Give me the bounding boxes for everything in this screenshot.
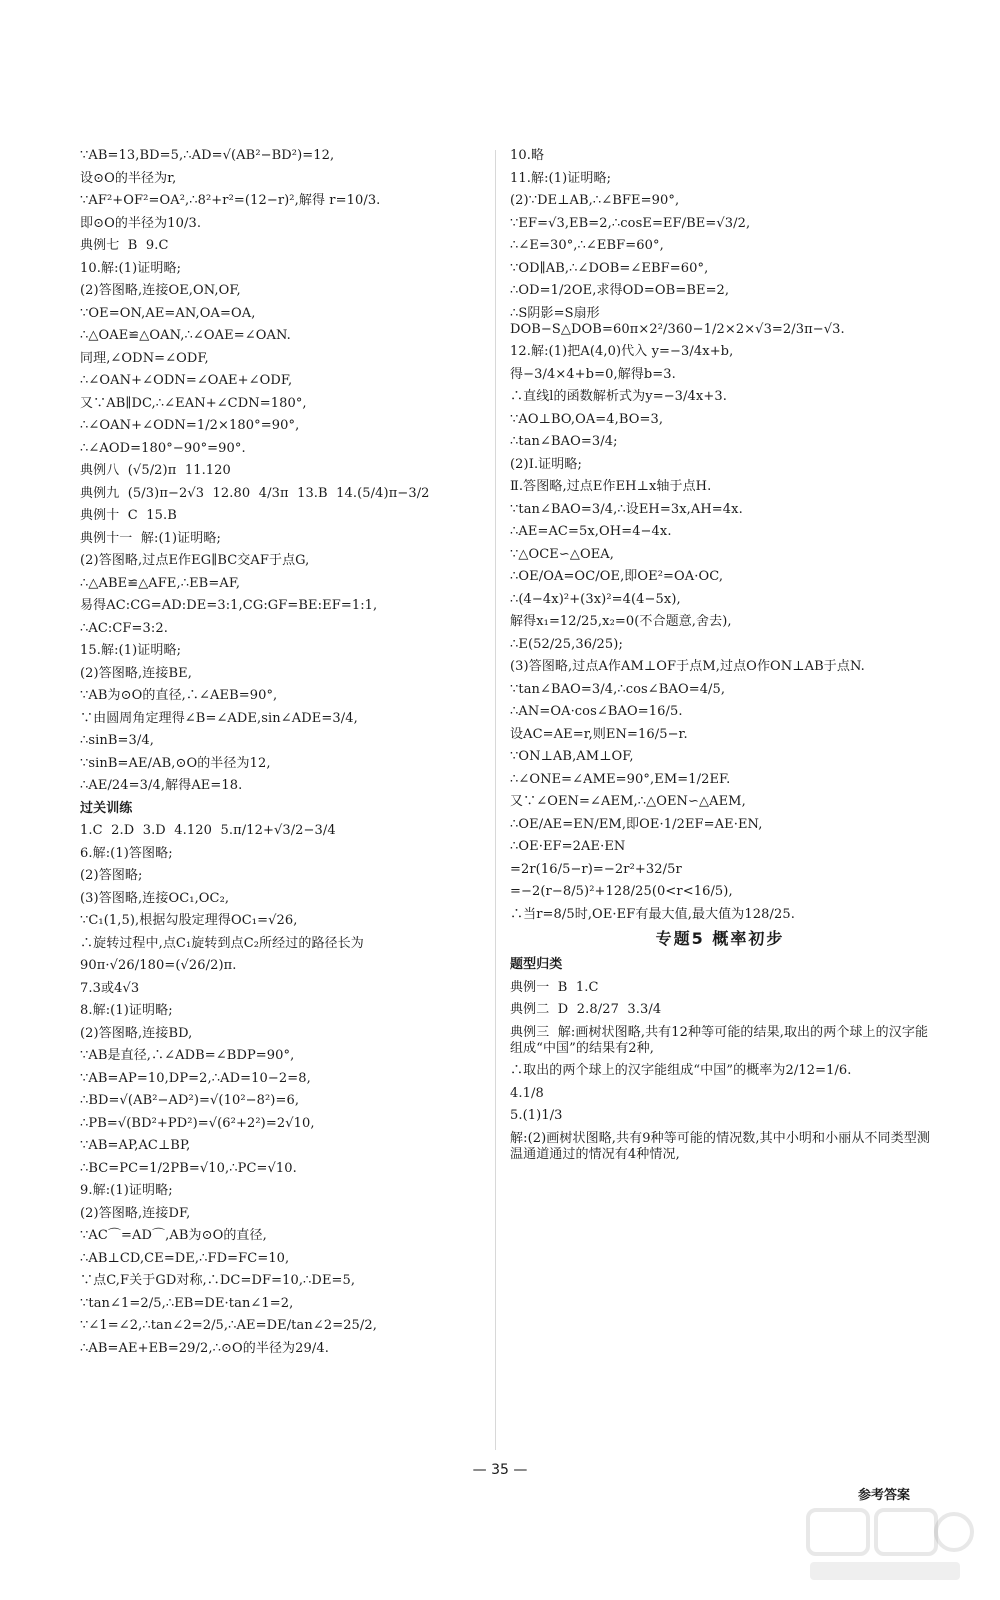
answer-line: ∴取出的两个球上的汉字能组成“中国”的概率为2/12=1/6. bbox=[510, 1063, 852, 1078]
answer-line: ∴tan∠BAO=3/4; bbox=[510, 434, 618, 449]
page-number: — 35 — bbox=[472, 1462, 528, 1478]
answer-line: ∴(4−4x)²+(3x)²=4(4−5x), bbox=[510, 591, 681, 607]
watermark-logo bbox=[800, 1500, 980, 1590]
answer-line: ∵C₁(1,5),根据勾股定理得OC₁=√26, bbox=[80, 913, 298, 928]
answer-line: ∵tan∠1=2/5,∴EB=DE·tan∠1=2, bbox=[80, 1295, 294, 1311]
answer-line: ∴E(52/25,36/25); bbox=[510, 636, 623, 652]
answer-line: ∵AO⊥BO,OA=4,BO=3, bbox=[510, 411, 664, 427]
answer-line: ∴AE=AC=5x,OH=4−4x. bbox=[510, 524, 672, 539]
column-divider bbox=[495, 150, 496, 1450]
answer-line: 又∵∠OEN=∠AEM,∴△OEN∽△AEM, bbox=[510, 794, 746, 809]
answer-line: ∵AB=AP,AC⊥BP, bbox=[80, 1138, 191, 1153]
answer-line: ∵AB=13,BD=5,∴AD=√(AB²−BD²)=12, bbox=[80, 148, 335, 163]
right-column bbox=[510, 148, 930, 1169]
answer-line: ∵由圆周角定理得∠B=∠ADE,sin∠ADE=3/4, bbox=[80, 710, 358, 726]
answer-line: ∴OE·EF=2AE·EN bbox=[510, 839, 626, 854]
answer-line: (2)答图略,连接BE, bbox=[80, 665, 192, 681]
answer-line: 题型归类 bbox=[510, 957, 563, 972]
answer-line: ∵OE=ON,AE=AN,OA=OA, bbox=[80, 305, 256, 321]
answer-line: Ⅱ.答图略,过点E作EH⊥x轴于点H. bbox=[510, 479, 712, 494]
answer-line: 易得AC:CG=AD:DE=3:1,CG:GF=BE:EF=1:1, bbox=[80, 598, 378, 613]
answer-line: ∵AC⌒=AD⌒,AB为⊙O的直径, bbox=[80, 1228, 267, 1243]
right-column-part-b bbox=[510, 957, 930, 1163]
answer-line: ∵ON⊥AB,AM⊥OF, bbox=[510, 749, 634, 764]
answer-line: ∵AB=AP=10,DP=2,∴AD=10−2=8, bbox=[80, 1070, 311, 1086]
answer-line: 4.1/8 bbox=[510, 1085, 544, 1101]
footer-label: 参考答案 bbox=[858, 1488, 911, 1503]
answer-line: (2)答图略; bbox=[80, 868, 143, 883]
answer-line: ∴OD=1/2OE,求得OD=OB=BE=2, bbox=[510, 283, 730, 298]
answer-line: (2)Ⅰ.证明略; bbox=[510, 456, 582, 472]
answer-line: ∴OE/AE=EN/EM,即OE·1/2EF=AE·EN, bbox=[510, 816, 763, 832]
answer-line: ∴S阴影=S扇形DOB−S△DOB=60π×2²/360−1/2×2×√3=2/3π−√3. bbox=[510, 305, 845, 337]
answer-line: 12.解:(1)把A(4,0)代入 y=−3/4x+b, bbox=[510, 344, 734, 359]
answer-line: 典例十一 解:(1)证明略; bbox=[80, 530, 221, 546]
left-column bbox=[80, 148, 490, 1363]
topic-title: 专题5 概率初步 bbox=[655, 929, 785, 948]
answer-line: ∴∠AOD=180°−90°=90°. bbox=[80, 440, 246, 456]
answer-line: ∴BD=√(AB²−AD²)=√(10²−8²)=6, bbox=[80, 1093, 300, 1108]
answer-line: ∴sinB=3/4, bbox=[80, 733, 154, 748]
answer-line: 典例二 D 2.8/27 3.3/4 bbox=[510, 1002, 662, 1017]
answer-line: 5.(1)1/3 bbox=[510, 1108, 563, 1123]
answer-line: (2)答图略,过点E作EG∥BC交AF于点G, bbox=[80, 553, 310, 568]
answer-line: 1.C 2.D 3.D 4.120 5.π/12+√3/2−3/4 bbox=[80, 823, 336, 838]
answer-line: 典例七 B 9.C bbox=[80, 238, 169, 253]
answer-line: 典例一 B 1.C bbox=[510, 979, 599, 995]
answer-line: ∴△ABE≌△AFE,∴EB=AF, bbox=[80, 575, 241, 591]
answer-line: ∴△OAE≌△OAN,∴∠OAE=∠OAN. bbox=[80, 328, 291, 343]
answer-line: ∴BC=PC=1/2PB=√10,∴PC=√10. bbox=[80, 1160, 297, 1176]
answer-line: (3)答图略,连接OC₁,OC₂, bbox=[80, 890, 230, 906]
answer-line: 11.解:(1)证明略; bbox=[510, 170, 612, 186]
answer-line: ∵sinB=AE/AB,⊙O的半径为12, bbox=[80, 755, 271, 771]
answer-line: (2)答图略,连接DF, bbox=[80, 1205, 191, 1221]
answer-line: (2)∵DE⊥AB,∴∠BFE=90°, bbox=[510, 193, 680, 208]
answer-line: 典例三 解:画树状图略,共有12种等可能的结果,取出的两个球上的汉字能组成“中国”的结果有2种, bbox=[510, 1024, 929, 1056]
answer-line: ∴PB=√(BD²+PD²)=√(6²+2²)=2√10, bbox=[80, 1115, 315, 1131]
answer-line: ∴AB⊥CD,CE=DE,∴FD=FC=10, bbox=[80, 1250, 290, 1266]
answer-line: 又∵AB∥DC,∴∠EAN+∠CDN=180°, bbox=[80, 395, 307, 411]
answer-line: 9.解:(1)证明略; bbox=[80, 1183, 173, 1198]
answer-line: ∴∠E=30°,∴∠EBF=60°, bbox=[510, 238, 664, 253]
answer-line: ∵AB是直径,∴∠ADB=∠BDP=90°, bbox=[80, 1048, 295, 1063]
answer-line: ∵△OCE∽△OEA, bbox=[510, 546, 615, 562]
answer-line: ∵点C,F关于GD对称,∴DC=DF=10,∴DE=5, bbox=[80, 1273, 356, 1288]
answer-line: 8.解:(1)证明略; bbox=[80, 1003, 173, 1018]
answer-line: 解得x₁=12/25,x₂=0(不合题意,舍去), bbox=[510, 614, 732, 629]
answer-line: (2)答图略,连接OE,ON,OF, bbox=[80, 283, 241, 298]
answer-line: ∴OE/OA=OC/OE,即OE²=OA·OC, bbox=[510, 569, 724, 584]
answer-line: 典例八 (√5/2)π 11.120 bbox=[80, 463, 231, 478]
answer-line: ∴AB=AE+EB=29/2,∴⊙O的半径为29/4. bbox=[80, 1340, 329, 1356]
answer-line: ∴直线l的函数解析式为y=−3/4x+3. bbox=[510, 389, 727, 404]
answer-line: 15.解:(1)证明略; bbox=[80, 643, 182, 658]
answer-line: 10.略 bbox=[510, 148, 545, 163]
answer-line: ∵AB为⊙O的直径,∴∠AEB=90°, bbox=[80, 688, 278, 703]
answer-line: 设⊙O的半径为r, bbox=[80, 170, 177, 186]
answer-line: ∴∠OAN+∠ODN=∠OAE+∠ODF, bbox=[80, 373, 293, 388]
answer-line: 7.3或4√3 bbox=[80, 980, 140, 996]
answer-line: ∴AN=OA·cos∠BAO=16/5. bbox=[510, 704, 683, 719]
watermark-icon bbox=[800, 1500, 980, 1590]
answer-line: ∵tan∠BAO=3/4,∴设EH=3x,AH=4x. bbox=[510, 501, 743, 517]
answer-line: 6.解:(1)答图略; bbox=[80, 845, 173, 861]
answer-line: ∵tan∠BAO=3/4,∴cos∠BAO=4/5, bbox=[510, 681, 726, 697]
answer-line: ∴当r=8/5时,OE·EF有最大值,最大值为128/25. bbox=[510, 906, 795, 922]
answer-line: ∴∠OAN+∠ODN=1/2×180°=90°, bbox=[80, 418, 300, 433]
answer-line: 典例十 C 15.B bbox=[80, 508, 177, 523]
answer-line: (3)答图略,过点A作AM⊥OF于点M,过点O作ON⊥AB于点N. bbox=[510, 659, 865, 674]
answer-line: ∵OD∥AB,∴∠DOB=∠EBF=60°, bbox=[510, 260, 709, 276]
answer-line: ∴旋转过程中,点C₁旋转到点C₂所经过的路径长为 bbox=[80, 935, 364, 951]
answer-line: 解:(2)画树状图略,共有9种等可能的情况数,其中小明和小丽从不同类型测温通道通过的情况有4种情况, bbox=[510, 1130, 930, 1162]
answer-line: 设AC=AE=r,则EN=16/5−r. bbox=[510, 726, 688, 742]
answer-line: ∴∠ONE=∠AME=90°,EM=1/2EF. bbox=[510, 771, 731, 787]
answer-line: ∴AC:CF=3:2. bbox=[80, 620, 168, 636]
answer-line: 10.解:(1)证明略; bbox=[80, 260, 182, 276]
answer-line: 同理,∠ODN=∠ODF, bbox=[80, 350, 209, 366]
answer-line: ∵∠1=∠2,∴tan∠2=2/5,∴AE=DE/tan∠2=25/2, bbox=[80, 1318, 378, 1333]
answer-line: 90π·√26/180=(√26/2)π. bbox=[80, 958, 237, 973]
right-column-part-a bbox=[510, 148, 930, 923]
answer-line: 典例九 (5/3)π−2√3 12.80 4/3π 13.B 14.(5/4)π−3/2 bbox=[80, 485, 430, 501]
answer-line: =−2(r−8/5)²+128/25(0<r<16/5), bbox=[510, 884, 733, 899]
answer-line: ∵AF²+OF²=OA²,∴8²+r²=(12−r)²,解得 r=10/3. bbox=[80, 193, 381, 208]
answer-line: ∵EF=√3,EB=2,∴cosE=EF/BE=√3/2, bbox=[510, 215, 751, 231]
answer-line: 过关训练 bbox=[80, 800, 133, 816]
answer-line: =2r(16/5−r)=−2r²+32/5r bbox=[510, 861, 682, 877]
answer-line: ∴AE/24=3/4,解得AE=18. bbox=[80, 778, 243, 793]
answer-line: (2)答图略,连接BD, bbox=[80, 1025, 193, 1041]
answer-line: 得−3/4×4+b=0,解得b=3. bbox=[510, 366, 676, 382]
answer-line: 即⊙O的半径为10/3. bbox=[80, 215, 202, 231]
